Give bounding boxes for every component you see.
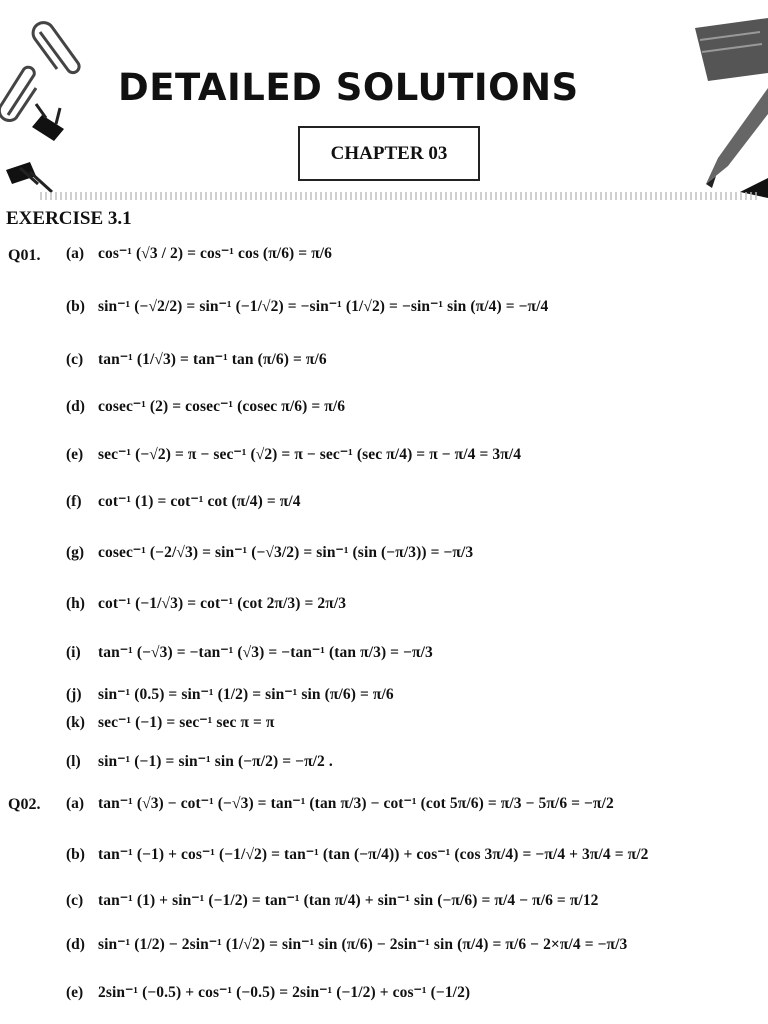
question-label: Q01. xyxy=(8,247,41,264)
part-label: (e) xyxy=(66,983,84,1001)
solution-line xyxy=(66,845,762,864)
solution-line xyxy=(66,794,762,813)
solution-line xyxy=(66,891,762,910)
part-label: (d) xyxy=(66,935,85,953)
math-expression: cot⁻¹ (−1/√3) = cot⁻¹ (cot 2π/3) = 2π/3 xyxy=(98,595,347,612)
solution-line xyxy=(66,297,762,316)
solution-line xyxy=(66,244,762,263)
page-header xyxy=(0,0,768,205)
exercise-heading: EXERCISE 3.1 xyxy=(6,208,132,229)
math-expression: tan⁻¹ (1) + sin⁻¹ (−1/2) = tan⁻¹ (tan π/4) + sin⁻¹ sin (−π/6) = π/4 − π/6 = π/12 xyxy=(98,892,599,909)
math-expression: cosec⁻¹ (2) = cosec⁻¹ (cosec π/6) = π/6 xyxy=(98,398,346,415)
solution-line xyxy=(66,643,762,662)
math-expression: cos⁻¹ (√3 / 2) = cos⁻¹ cos (π/6) = π/6 xyxy=(98,245,333,262)
solution-line xyxy=(66,445,762,464)
part-label: (h) xyxy=(66,594,85,612)
solution-line xyxy=(66,492,762,511)
page-title: DETAILED SOLUTIONS xyxy=(118,66,579,109)
solution-line xyxy=(66,543,762,562)
solution-line xyxy=(66,350,762,369)
part-label: (g) xyxy=(66,543,85,561)
math-expression: tan⁻¹ (√3) − cot⁻¹ (−√3) = tan⁻¹ (tan π/3) − cot⁻¹ (cot 5π/6) = π/3 − 5π/6 = −π/2 xyxy=(98,795,614,812)
part-label: (j) xyxy=(66,685,82,703)
math-expression: tan⁻¹ (1/√3) = tan⁻¹ tan (π/6) = π/6 xyxy=(98,351,327,368)
part-label: (d) xyxy=(66,397,85,415)
solution-line xyxy=(66,685,762,704)
part-label: (e) xyxy=(66,445,84,463)
math-expression: cosec⁻¹ (−2/√3) = sin⁻¹ (−√3/2) = sin⁻¹ (sin (−π/3)) = −π/3 xyxy=(98,544,474,561)
solution-line xyxy=(66,713,762,732)
pencil-icon xyxy=(695,18,768,198)
part-label: (f) xyxy=(66,492,82,510)
solution-line xyxy=(66,752,762,771)
ruler-divider xyxy=(40,192,760,200)
paper-clip-icon xyxy=(33,23,79,73)
part-label: (l) xyxy=(66,752,81,770)
solution-line xyxy=(66,594,762,613)
chapter-label: CHAPTER 03 xyxy=(298,126,480,181)
part-label: (a) xyxy=(66,244,85,262)
math-expression: sin⁻¹ (0.5) = sin⁻¹ (1/2) = sin⁻¹ sin (π/6) = π/6 xyxy=(98,686,394,703)
math-expression: sin⁻¹ (−√2/2) = sin⁻¹ (−1/√2) = −sin⁻¹ (1/√2) = −sin⁻¹ sin (π/4) = −π/4 xyxy=(98,298,549,315)
part-label: (b) xyxy=(66,297,85,315)
math-expression: sec⁻¹ (−√2) = π − sec⁻¹ (√2) = π − sec⁻¹ (sec π/4) = π − π/4 = 3π/4 xyxy=(98,446,522,463)
solution-line xyxy=(66,397,762,416)
math-expression: tan⁻¹ (−1) + cos⁻¹ (−1/√2) = tan⁻¹ (tan (−π/4)) + cos⁻¹ (cos 3π/4) = −π/4 + 3π/4 = π/2 xyxy=(98,846,649,863)
math-expression: 2sin⁻¹ (−0.5) + cos⁻¹ (−0.5) = 2sin⁻¹ (−1/2) + cos⁻¹ (−1/2) xyxy=(98,984,471,1001)
part-label: (b) xyxy=(66,845,85,863)
math-expression: sin⁻¹ (−1) = sin⁻¹ sin (−π/2) = −π/2 . xyxy=(98,753,333,770)
binder-clip-icon xyxy=(6,162,52,192)
math-expression: cot⁻¹ (1) = cot⁻¹ cot (π/4) = π/4 xyxy=(98,493,301,510)
question-label: Q02. xyxy=(8,796,41,813)
part-label: (c) xyxy=(66,350,84,368)
part-label: (a) xyxy=(66,794,85,812)
part-label: (c) xyxy=(66,891,84,909)
solution-line xyxy=(66,983,762,1002)
solution-line xyxy=(66,935,762,954)
binder-clip-icon xyxy=(32,104,64,141)
part-label: (i) xyxy=(66,643,81,661)
math-expression: sin⁻¹ (1/2) − 2sin⁻¹ (1/√2) = sin⁻¹ sin (π/6) − 2sin⁻¹ sin (π/4) = π/6 − 2×π/4 = −π/3 xyxy=(98,936,628,953)
part-label: (k) xyxy=(66,713,85,731)
math-expression: tan⁻¹ (−√3) = −tan⁻¹ (√3) = −tan⁻¹ (tan π/3) = −π/3 xyxy=(98,644,433,661)
math-expression: sec⁻¹ (−1) = sec⁻¹ sec π = π xyxy=(98,714,275,731)
paper-clip-icon xyxy=(0,67,36,120)
